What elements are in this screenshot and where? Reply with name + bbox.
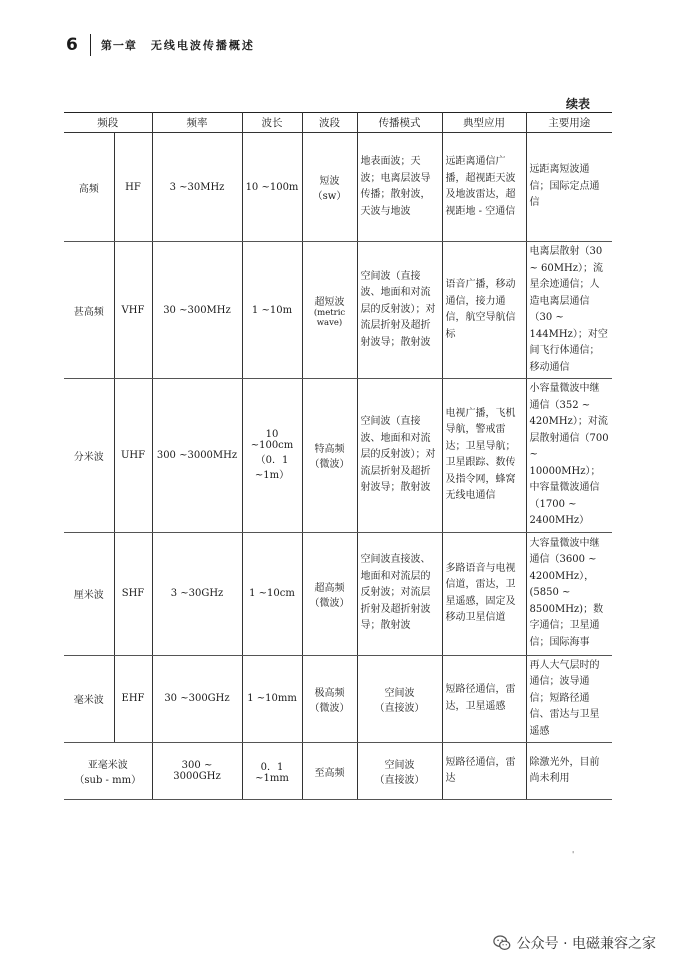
wave-band: 至高频 — [302, 743, 357, 800]
wave-band-note: (metric wave) — [313, 307, 346, 328]
wavelength: 1 ~10cm — [242, 532, 302, 655]
band-name: 分米波 — [64, 379, 114, 533]
main-usage: 小容量微波中继通信（352 ~ 420MHz）；对流层散射通信（700 ~ 10000MHz）；中容量微波通信（1700 ~ 2400MHz） — [526, 379, 612, 533]
wavelength-cell — [242, 379, 302, 533]
frequency-band-table — [64, 112, 612, 800]
table-header-row — [64, 113, 612, 133]
wave-band-cell — [302, 532, 357, 655]
column-header: 频段 — [64, 113, 152, 133]
typical-application: 远距离通信广播，超视距天波及地波雷达，超视距地 - 空通信 — [442, 133, 526, 242]
band-abbr: SHF — [114, 532, 152, 655]
chapter-title: 无线电波传播概述 — [150, 39, 255, 52]
propagation-mode: 地表面波；天波；电离层波导传播；散射波，天波与地波 — [357, 133, 442, 242]
table-row — [64, 655, 612, 743]
wavelength: 1 ~10m — [242, 242, 302, 379]
frequency-line2: 3000GHz — [173, 771, 221, 782]
column-header: 典型应用 — [442, 113, 526, 133]
frequency: 30 ~300GHz — [152, 655, 242, 743]
wave-band: 特高频 — [314, 444, 345, 456]
column-header: 主要用途 — [526, 113, 612, 133]
margin-mark: ' — [572, 850, 575, 859]
propagation-cell — [357, 655, 442, 743]
column-header: 频率 — [152, 113, 242, 133]
band-name: 毫米波 — [64, 655, 114, 743]
table-row — [64, 242, 612, 379]
main-usage: 电离层散射（30 ~ 60MHz）；流星余迹通信；人造电离层通信（30 ~ 144MHz）；对空间飞行体通信；移动通信 — [526, 242, 612, 379]
table-row — [64, 379, 612, 533]
wave-band: 超短波 — [314, 296, 345, 308]
frequency-cell — [152, 743, 242, 800]
propagation-mode: 空间波直接波、地面和对流层的反射波；对流层折射及超折射波导；散射波 — [357, 532, 442, 655]
propagation-note: （直接波） — [374, 702, 425, 714]
propagation-mode: 空间波（直接波、地面和对流层的反射波）；对流层折射及超折射波导；散射波 — [357, 379, 442, 533]
header-divider — [90, 34, 91, 56]
main-usage: 远距离短波通信；国际定点通信 — [526, 133, 612, 242]
wave-band-cell — [302, 379, 357, 533]
table-row — [64, 532, 612, 655]
band-abbr: EHF — [114, 655, 152, 743]
wavelength: 0．1 ~1mm — [242, 743, 302, 800]
wavelength: 10 ~100cm — [250, 429, 294, 452]
page-header — [66, 34, 255, 56]
wave-band-note: （sw） — [312, 191, 347, 202]
band-abbr: HF — [114, 133, 152, 242]
band-abbr: UHF — [114, 379, 152, 533]
band-abbr: VHF — [114, 242, 152, 379]
propagation-mode: 空间波 — [384, 687, 415, 699]
frequency: 300 ~ — [181, 760, 213, 771]
typical-application: 电视广播，飞机导航，警戒雷达；卫星导航；卫星跟踪、数传及指令网，蜂窝无线电通信 — [442, 379, 526, 533]
wave-band: 短波 — [319, 176, 340, 187]
column-header: 波长 — [242, 113, 302, 133]
watermark — [493, 933, 656, 953]
wave-band-cell — [302, 655, 357, 743]
column-header: 传播模式 — [357, 113, 442, 133]
page-number: 6 — [66, 35, 78, 55]
propagation-cell — [357, 743, 442, 800]
wave-band-note: （微波） — [309, 702, 350, 714]
band-name-cell — [64, 743, 152, 800]
wave-band: 极高频 — [314, 687, 345, 699]
band-name: 亚毫米波 — [87, 760, 128, 771]
band-note: （sub - mm） — [74, 775, 142, 786]
frequency: 300 ~3000MHz — [152, 379, 242, 533]
typical-application: 短路径通信，雷达 — [442, 743, 526, 800]
frequency: 30 ~300MHz — [152, 242, 242, 379]
main-usage: 大容量微波中继通信（3600 ~ 4200MHz），(5850 ~ 8500MHz)；数字通信；卫星通信；国际海事 — [526, 532, 612, 655]
typical-application: 语音广播，移动通信，接力通信，航空导航信标 — [442, 242, 526, 379]
wave-band-note: （微波） — [309, 597, 350, 609]
frequency: 3 ~30MHz — [152, 133, 242, 242]
wave-band-note: （微波） — [309, 459, 350, 471]
propagation-mode: 空间波 — [384, 760, 415, 771]
band-name: 高频 — [64, 133, 114, 242]
table-row — [64, 133, 612, 242]
continued-label: 续表 — [566, 97, 591, 111]
chapter-label: 第一章 — [100, 39, 137, 52]
typical-application: 短路径通信，雷达，卫星遥感 — [442, 655, 526, 743]
wavelength: 10 ~100m — [242, 133, 302, 242]
table-row — [64, 743, 612, 800]
wave-band: 超高频 — [314, 582, 345, 594]
band-name: 厘米波 — [64, 532, 114, 655]
wave-band-cell — [302, 133, 357, 242]
wechat-icon — [493, 934, 511, 952]
watermark-text: 公众号 · 电磁兼容之家 — [516, 936, 656, 952]
main-usage: 再人大气层时的通信；波导通信；短路径通信、雷达与卫星遥感 — [526, 655, 612, 743]
wavelength-note: （0．1 ~1m） — [254, 455, 290, 482]
column-header: 波段 — [302, 113, 357, 133]
frequency: 3 ~30GHz — [152, 532, 242, 655]
typical-application: 多路语音与电视信道，雷达，卫星遥感，固定及移动卫星信道 — [442, 532, 526, 655]
wave-band-cell — [302, 242, 357, 379]
wavelength: 1 ~10mm — [242, 655, 302, 743]
propagation-mode: 空间波（直接波、地面和对流层的反射波）；对流层折射及超折射波导；散射波 — [357, 242, 442, 379]
band-name: 甚高频 — [64, 242, 114, 379]
propagation-note: （直接波） — [374, 775, 425, 786]
main-usage: 除激光外，目前尚未利用 — [526, 743, 612, 800]
